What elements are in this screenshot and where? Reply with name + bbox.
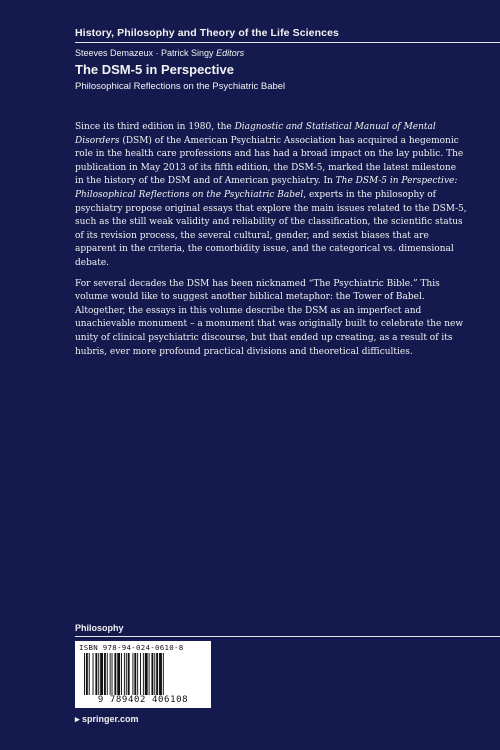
series-name: History, Philosophy and Theory of the Life Sciences bbox=[75, 27, 339, 39]
barcode-bar bbox=[98, 653, 99, 695]
blurb-italic: Diagnostic and Statistical Manual of Mental Disorders bbox=[75, 122, 436, 146]
blurb-text: , experts in the philosophy of psychiatry propose original essays that explore the main issues related to the DSM-5, such as the still weak validity and reliability of the classification, the scientific status of its revision process, the several cultural, gender, and sexist biases that are apparent in the criteria, the comorbidity issue, and the categorical vs. dimensional debate. bbox=[75, 189, 467, 268]
barcode-bar bbox=[163, 653, 164, 695]
barcode-bar bbox=[140, 653, 141, 695]
blurb-paragraph-2: For several decades the DSM has been nicknamed “The Psychiatric Bible.” This volume would like to suggest another biblical metaphor: the Tower of Babel. Altogether, the essays in this volume describe the DSM as an imperfect and unachievable monument – a monument that was originally built to celebrate the new unity of clinical psychiatric discourse, but that ended up creating, as a result of its hubris, ever more profound practical divisions and theoretical difficulties. bbox=[75, 278, 464, 357]
barcode-bar bbox=[126, 653, 127, 695]
barcode-bar bbox=[159, 653, 162, 695]
publisher-url-text[interactable]: springer.com bbox=[82, 714, 139, 724]
barcode-bar bbox=[128, 653, 130, 695]
barcode-bar bbox=[112, 653, 113, 695]
barcode-bar bbox=[137, 653, 138, 695]
book-title: The DSM-5 in Perspective bbox=[75, 62, 234, 77]
barcode-bar bbox=[86, 653, 88, 695]
barcode-bar bbox=[156, 653, 158, 695]
barcode-bar bbox=[132, 653, 133, 695]
barcode-bar bbox=[104, 653, 106, 695]
barcode-bar bbox=[151, 653, 153, 695]
barcode-bar bbox=[134, 653, 136, 695]
barcode-bar bbox=[145, 653, 148, 695]
barcode-box bbox=[75, 641, 211, 708]
subject-label: Philosophy bbox=[75, 623, 124, 633]
barcode-bar bbox=[107, 653, 108, 695]
barcode-bar bbox=[154, 653, 155, 695]
barcode-bar bbox=[114, 653, 116, 695]
blurb bbox=[75, 121, 467, 366]
book-subtitle: Philosophical Reflections on the Psychiatric Babel bbox=[75, 81, 286, 92]
barcode-bar bbox=[117, 653, 120, 695]
blurb-italic: The DSM-5 in Perspective: Philosophical Reflections on the Psychiatric Babel bbox=[75, 176, 458, 200]
barcode-bar bbox=[95, 653, 97, 695]
blurb-paragraph-1 bbox=[75, 121, 467, 271]
barcode-bar bbox=[149, 653, 150, 695]
barcode-bar bbox=[84, 653, 85, 695]
series-divider bbox=[75, 42, 500, 43]
blurb-text: Since its third edition in 1980, the bbox=[75, 122, 235, 132]
barcode-bar bbox=[121, 653, 122, 695]
publisher-url[interactable]: ▸ springer.com bbox=[75, 714, 139, 724]
editors-line bbox=[75, 48, 244, 58]
barcode-bar bbox=[110, 653, 111, 695]
barcode-bar bbox=[93, 653, 94, 695]
blurb-text: (DSM) of the American Psychiatric Association has acquired a hegemonic role in the health care professions and has had a broad impact on the lay public. The publication in May 2013 of its fifth edition, the DSM-5, marked the latest milestone in the history of the DSM and of American psychiatry. In bbox=[75, 135, 464, 187]
subject-divider bbox=[75, 636, 500, 637]
isbn-label: ISBN 978-94-024-0610-8 bbox=[79, 643, 184, 652]
barcode-digits: 9 789402 406108 bbox=[97, 695, 189, 705]
editors-role: Editors bbox=[216, 48, 245, 58]
barcode-bar bbox=[89, 653, 90, 695]
barcode-bar bbox=[100, 653, 103, 695]
barcode-bar bbox=[143, 653, 144, 695]
barcode-icon bbox=[84, 653, 202, 695]
barcode-bar bbox=[124, 653, 125, 695]
editor-names: Steeves Demazeux · Patrick Singy bbox=[75, 48, 214, 58]
